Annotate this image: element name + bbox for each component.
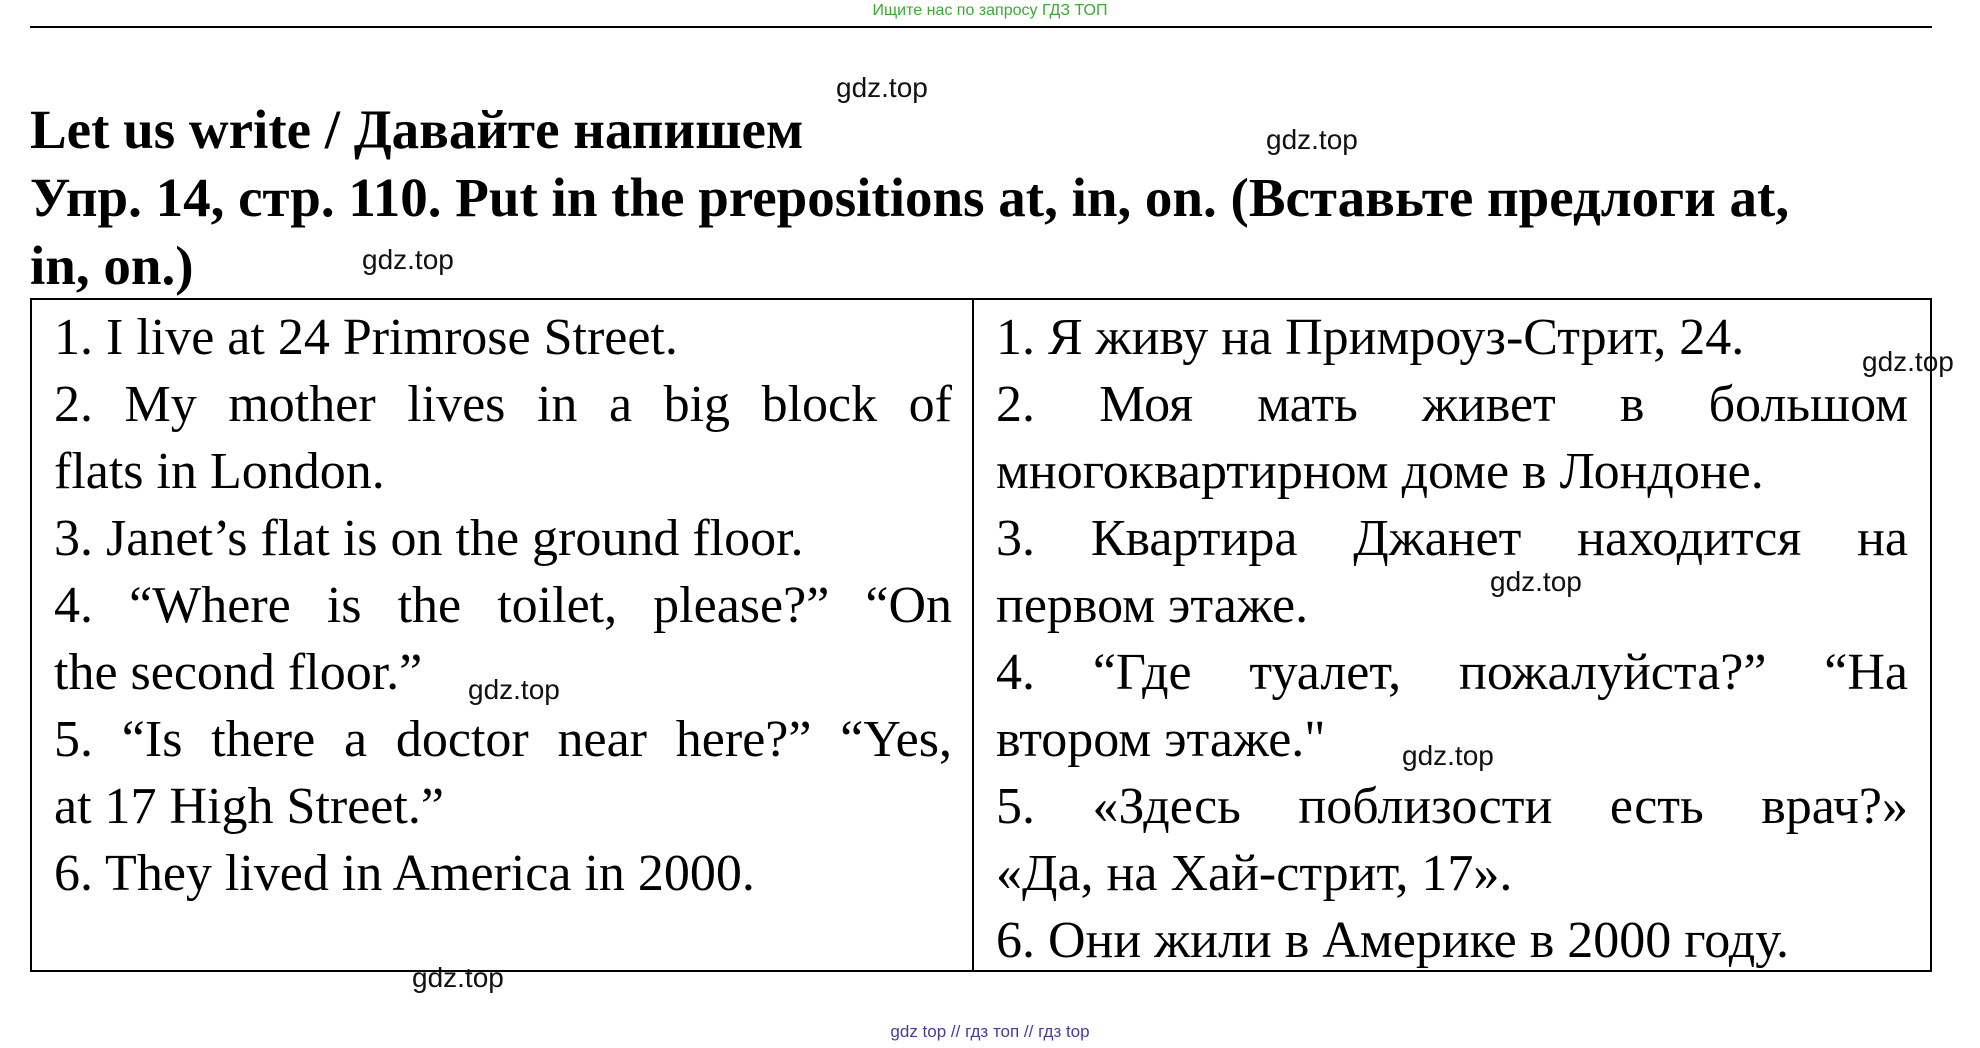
english-sentence-5-cont: at 17 High Street.” (54, 778, 444, 835)
russian-sentence-2-cont: многоквартирном доме в Лондоне. (996, 443, 1764, 500)
watermark: gdz.top (468, 674, 560, 705)
watermark: gdz.top (836, 72, 928, 103)
top-divider (30, 26, 1932, 28)
russian-sentence-5: 5. «Здесь поблизости есть врач?» (996, 778, 1908, 835)
russian-sentence-4: 4. “Где туалет, пожалуйста?” “На (996, 644, 1908, 701)
russian-sentence-3: 3. Квартира Джанет находится на (996, 510, 1908, 567)
russian-sentence-1: 1. Я живу на Примроуз-Стрит, 24. (996, 309, 1745, 366)
russian-column (974, 300, 1930, 970)
section-title: Let us write / Давайте напишем (30, 99, 804, 160)
top-banner-link[interactable]: Ищите нас по запросу ГДЗ ТОП (872, 2, 1108, 19)
english-sentence-2: 2. My mother lives in a big block of (54, 376, 952, 433)
russian-sentence-5-cont: «Да, на Хай-стрит, 17». (996, 845, 1513, 902)
exercise-title: Упр. 14, стр. 110. Put in the prepositions at, in, on. (Вставьте предлоги at, (30, 167, 1790, 228)
english-sentence-3: 3. Janet’s flat is on the ground floor. (54, 510, 804, 567)
footer-links[interactable]: gdz top // гдз топ // гдз top (890, 1022, 1090, 1041)
english-sentence-2-cont: flats in London. (54, 443, 385, 500)
watermark: gdz.top (1402, 740, 1494, 771)
watermark: gdz.top (1862, 346, 1954, 377)
russian-sentence-6: 6. Они жили в Америке в 2000 году. (996, 912, 1790, 969)
exercise-title-continued: in, on.) (30, 235, 194, 296)
english-sentence-4-cont: the second floor.” (54, 644, 423, 701)
translation-table (30, 298, 1932, 972)
watermark: gdz.top (362, 244, 454, 275)
english-column (32, 300, 974, 970)
english-sentence-5: 5. “Is there a doctor near here?” “Yes, (54, 711, 952, 768)
english-sentence-6: 6. They lived in America in 2000. (54, 845, 755, 902)
english-sentence-4: 4. “Where is the toilet, please?” “On (54, 577, 952, 634)
watermark: gdz.top (412, 962, 504, 993)
russian-sentence-2: 2. Моя мать живет в большом (996, 376, 1908, 433)
russian-sentence-3-cont: первом этаже. (996, 577, 1309, 634)
watermark: gdz.top (1266, 124, 1358, 155)
english-sentence-1: 1. I live at 24 Primrose Street. (54, 309, 678, 366)
russian-sentence-4-cont: втором этаже." (996, 711, 1326, 768)
watermark: gdz.top (1490, 566, 1582, 597)
